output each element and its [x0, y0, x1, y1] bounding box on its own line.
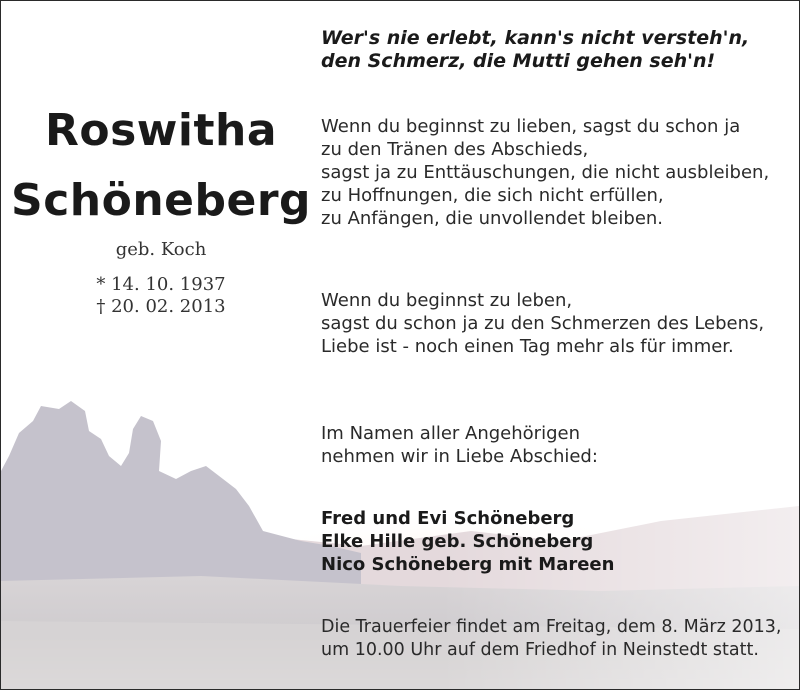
poem-stanza-1	[321, 115, 791, 230]
maiden-name: geb. Koch	[115, 239, 207, 260]
deceased-first-name: Roswitha	[44, 105, 278, 156]
poem-line: Liebe ist - noch einen Tag mehr als für immer.	[321, 336, 734, 357]
family-intro-line: nehmen wir in Liebe Abschied:	[321, 446, 598, 467]
motto-line: Wer's nie erlebt, kann's nicht versteh'n,	[321, 27, 750, 49]
poem-line: Wenn du beginnst zu leben,	[321, 290, 573, 311]
funeral-service-info	[321, 616, 791, 662]
death-date: † 20. 02. 2013	[96, 296, 226, 317]
service-line: Die Trauerfeier findet am Freitag, dem 8. März 2013,	[321, 617, 782, 637]
motto-quote	[321, 27, 791, 73]
mourner-name: Elke Hille geb. Schöneberg	[321, 531, 594, 552]
mourner-name: Fred und Evi Schöneberg	[321, 508, 575, 529]
family-intro	[321, 422, 791, 468]
poem-line: sagst du schon ja zu den Schmerzen des Lebens,	[321, 313, 765, 334]
poem-line: zu den Tränen des Abschieds,	[321, 139, 589, 160]
service-line: um 10.00 Uhr auf dem Friedhof in Neinstedt statt.	[321, 640, 759, 660]
poem-stanza-2	[321, 289, 791, 358]
mourner-names	[321, 507, 791, 576]
poem-line: zu Hoffnungen, die sich nicht erfüllen,	[321, 185, 664, 206]
family-intro-line: Im Namen aller Angehörigen	[321, 423, 580, 444]
motto-line: den Schmerz, die Mutti gehen seh'n!	[321, 50, 716, 72]
poem-line: sagst ja zu Enttäuschungen, die nicht ausbleiben,	[321, 162, 770, 183]
deceased-last-name: Schöneberg	[11, 175, 312, 226]
poem-line: zu Anfängen, die unvollendet bleiben.	[321, 208, 664, 229]
mourner-name: Nico Schöneberg mit Mareen	[321, 554, 615, 575]
poem-line: Wenn du beginnst zu lieben, sagst du schon ja	[321, 116, 741, 137]
birth-date: * 14. 10. 1937	[96, 274, 226, 295]
